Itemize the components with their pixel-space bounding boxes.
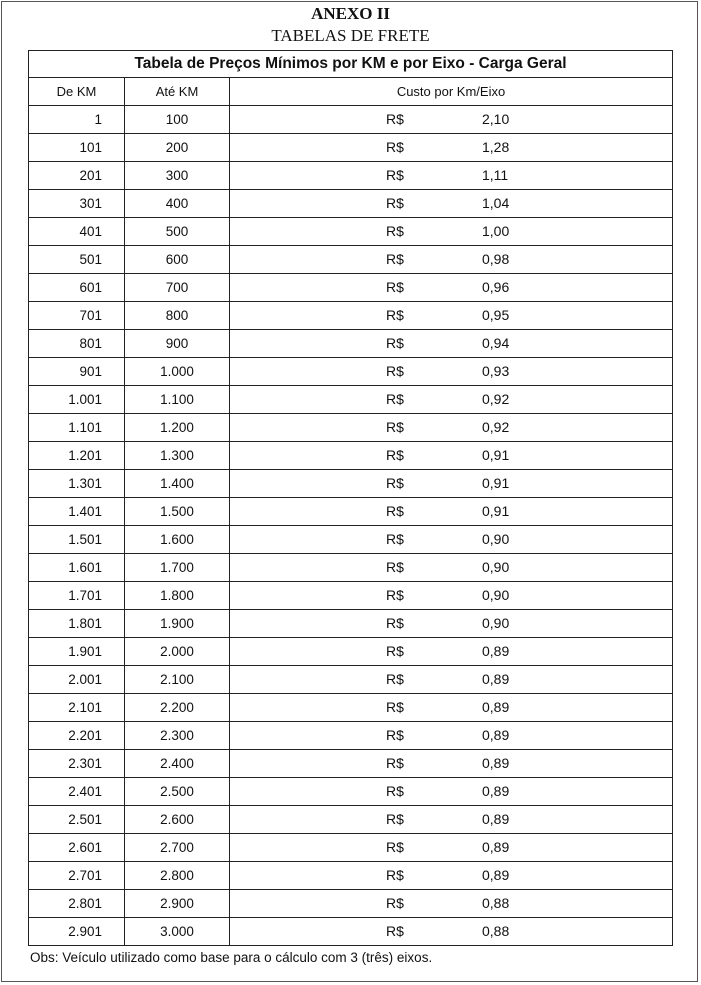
cell-from-km: 1.001 [29,386,125,414]
cost-value: 0,90 [482,531,510,547]
annex-heading: ANEXO II [311,4,390,23]
currency-symbol: R$ [386,419,404,435]
table-row [29,890,673,918]
cell-to-km: 2.900 [125,890,230,918]
cell-to-km: 100 [125,106,230,134]
cell-to-km: 1.000 [125,358,230,386]
cell-cost [230,862,673,890]
currency-symbol: R$ [386,923,404,939]
table-row [29,806,673,834]
cell-to-km: 1.200 [125,414,230,442]
currency-symbol: R$ [386,643,404,659]
currency-symbol: R$ [386,839,404,855]
table-row [29,610,673,638]
cost-value: 2,10 [482,111,510,127]
table-row [29,274,673,302]
cell-to-km: 1.300 [125,442,230,470]
table-row [29,386,673,414]
cell-cost [230,582,673,610]
cost-value: 0,89 [482,643,510,659]
currency-symbol: R$ [386,167,404,183]
cell-cost [230,106,673,134]
cell-cost [230,162,673,190]
table-row [29,554,673,582]
cell-to-km: 1.600 [125,526,230,554]
cell-cost [230,470,673,498]
cost-value: 0,89 [482,755,510,771]
currency-symbol: R$ [386,615,404,631]
cell-from-km: 2.401 [29,778,125,806]
cell-to-km: 2.800 [125,862,230,890]
column-header-cost: Custo por Km/Eixo [230,78,673,106]
cell-cost [230,890,673,918]
cell-from-km: 2.701 [29,862,125,890]
cell-to-km: 1.700 [125,554,230,582]
currency-symbol: R$ [386,811,404,827]
cell-cost [230,302,673,330]
cell-cost [230,414,673,442]
table-row [29,498,673,526]
cost-value: 0,98 [482,251,510,267]
currency-symbol: R$ [386,503,404,519]
cell-from-km: 2.601 [29,834,125,862]
cell-to-km: 1.800 [125,582,230,610]
cost-value: 0,94 [482,335,510,351]
table-row [29,190,673,218]
currency-symbol: R$ [386,699,404,715]
cell-cost [230,526,673,554]
cell-to-km: 500 [125,218,230,246]
currency-symbol: R$ [386,867,404,883]
cell-from-km: 801 [29,330,125,358]
cell-from-km: 2.901 [29,918,125,946]
table-row [29,638,673,666]
cell-cost [230,554,673,582]
cost-value: 0,91 [482,503,510,519]
column-header-from-km: De KM [29,78,125,106]
cell-cost [230,274,673,302]
table-title: Tabela de Preços Mínimos por KM e por Eixo - Carga Geral [29,51,673,78]
cell-cost [230,358,673,386]
cell-from-km: 501 [29,246,125,274]
currency-symbol: R$ [386,335,404,351]
cell-to-km: 2.400 [125,750,230,778]
table-row [29,162,673,190]
cell-from-km: 101 [29,134,125,162]
cell-to-km: 2.000 [125,638,230,666]
currency-symbol: R$ [386,251,404,267]
currency-symbol: R$ [386,895,404,911]
currency-symbol: R$ [386,363,404,379]
cell-cost [230,722,673,750]
cost-value: 0,93 [482,363,510,379]
currency-symbol: R$ [386,783,404,799]
cost-value: 0,89 [482,671,510,687]
cell-to-km: 900 [125,330,230,358]
table-row [29,666,673,694]
cell-cost [230,834,673,862]
currency-symbol: R$ [386,475,404,491]
cell-to-km: 2.200 [125,694,230,722]
cell-cost [230,498,673,526]
cost-value: 1,28 [482,139,510,155]
freight-price-table [28,50,673,946]
table-row [29,582,673,610]
cell-to-km: 1.900 [125,610,230,638]
currency-symbol: R$ [386,391,404,407]
table-row [29,470,673,498]
cell-cost [230,218,673,246]
cell-to-km: 600 [125,246,230,274]
table-row [29,302,673,330]
cell-from-km: 1.301 [29,470,125,498]
currency-symbol: R$ [386,531,404,547]
cell-from-km: 901 [29,358,125,386]
table-row [29,442,673,470]
cell-to-km: 2.600 [125,806,230,834]
cell-cost [230,666,673,694]
cost-value: 1,04 [482,195,510,211]
cell-from-km: 1.801 [29,610,125,638]
cell-cost [230,190,673,218]
table-row [29,862,673,890]
cell-to-km: 700 [125,274,230,302]
currency-symbol: R$ [386,223,404,239]
table-row [29,106,673,134]
cell-from-km: 1 [29,106,125,134]
cell-cost [230,330,673,358]
cell-cost [230,806,673,834]
cell-from-km: 2.201 [29,722,125,750]
cell-to-km: 800 [125,302,230,330]
cell-from-km: 301 [29,190,125,218]
cell-cost [230,134,673,162]
table-row [29,778,673,806]
cell-to-km: 2.500 [125,778,230,806]
table-row [29,526,673,554]
currency-symbol: R$ [386,111,404,127]
currency-symbol: R$ [386,195,404,211]
currency-symbol: R$ [386,727,404,743]
cell-from-km: 2.001 [29,666,125,694]
currency-symbol: R$ [386,307,404,323]
currency-symbol: R$ [386,139,404,155]
cell-to-km: 1.400 [125,470,230,498]
column-header-row [29,78,673,106]
cost-value: 0,90 [482,615,510,631]
cell-from-km: 1.201 [29,442,125,470]
table-row [29,134,673,162]
cost-value: 0,88 [482,895,510,911]
cell-cost [230,778,673,806]
cell-from-km: 1.501 [29,526,125,554]
cost-value: 0,89 [482,867,510,883]
cell-cost [230,246,673,274]
cell-cost [230,694,673,722]
cost-value: 0,92 [482,391,510,407]
cost-value: 1,11 [482,167,509,183]
cell-to-km: 3.000 [125,918,230,946]
table-row [29,722,673,750]
cell-to-km: 2.100 [125,666,230,694]
annex-subtitle: TABELAS DE FRETE [271,26,430,45]
cost-value: 0,89 [482,839,510,855]
cell-to-km: 2.300 [125,722,230,750]
cell-from-km: 2.501 [29,806,125,834]
currency-symbol: R$ [386,755,404,771]
cost-value: 0,90 [482,559,510,575]
currency-symbol: R$ [386,279,404,295]
observation-note: Obs: Veículo utilizado como base para o cálculo com 3 (três) eixos. [30,950,433,965]
currency-symbol: R$ [386,671,404,687]
cell-to-km: 200 [125,134,230,162]
cell-cost [230,442,673,470]
table-row [29,218,673,246]
currency-symbol: R$ [386,447,404,463]
cost-value: 0,90 [482,587,510,603]
cell-to-km: 2.700 [125,834,230,862]
table-row [29,246,673,274]
table-row [29,834,673,862]
cell-to-km: 300 [125,162,230,190]
cell-from-km: 1.901 [29,638,125,666]
cell-from-km: 1.101 [29,414,125,442]
cell-cost [230,638,673,666]
cell-from-km: 1.701 [29,582,125,610]
cell-to-km: 1.100 [125,386,230,414]
cell-cost [230,918,673,946]
cost-value: 0,95 [482,307,510,323]
currency-symbol: R$ [386,559,404,575]
cell-from-km: 601 [29,274,125,302]
cell-cost [230,610,673,638]
cell-from-km: 401 [29,218,125,246]
cost-value: 0,92 [482,419,510,435]
cost-value: 0,89 [482,811,510,827]
cell-from-km: 2.101 [29,694,125,722]
cost-value: 0,91 [482,447,510,463]
cell-from-km: 1.601 [29,554,125,582]
table-row [29,918,673,946]
cost-value: 0,89 [482,699,510,715]
table-row [29,750,673,778]
cell-from-km: 2.801 [29,890,125,918]
table-row [29,414,673,442]
cell-cost [230,386,673,414]
table-row [29,330,673,358]
cost-value: 0,89 [482,783,510,799]
cost-value: 0,89 [482,727,510,743]
cell-cost [230,750,673,778]
cell-to-km: 1.500 [125,498,230,526]
cost-value: 0,91 [482,475,510,491]
cell-from-km: 1.401 [29,498,125,526]
cell-to-km: 400 [125,190,230,218]
cell-from-km: 701 [29,302,125,330]
cell-from-km: 201 [29,162,125,190]
currency-symbol: R$ [386,587,404,603]
cell-from-km: 2.301 [29,750,125,778]
cost-value: 0,88 [482,923,510,939]
cost-value: 1,00 [482,223,510,239]
table-row [29,694,673,722]
column-header-to-km: Até KM [125,78,230,106]
cost-value: 0,96 [482,279,510,295]
table-row [29,358,673,386]
